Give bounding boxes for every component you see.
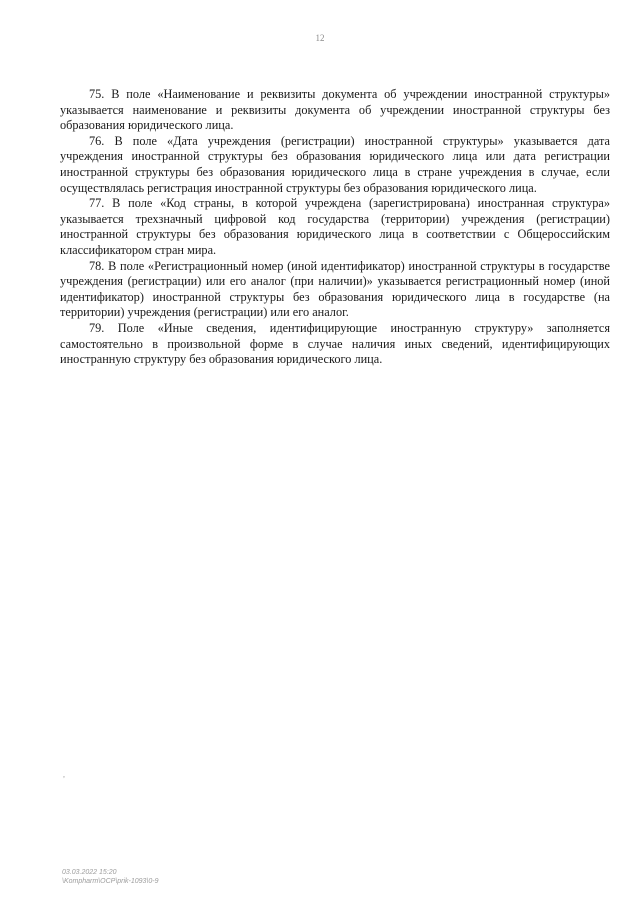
paragraph-76: 76. В поле «Дата учреждения (регистрации) иностранной структуры» указывается дата учреждения иностранной структуры без образования юридического лица или дата регистрации иностранной структуры без образования юридического лица в стране учреждения в случае, если осуществлялась регистрация иностранной структуры без образования юридического лица. xyxy=(60,133,610,195)
paragraph-77: 77. В поле «Код страны, в которой учреждена (зарегистрирована) иностранная структура» указывается трехзначный цифровой код государства (территории) учреждения (регистрации) иностранной структуры без образования юридического лица в соответствии с Общероссийским классификатором стран мира. xyxy=(60,196,610,257)
paragraph-79: 79. Поле «Иные сведения, идентифицирующие иностранную структуру» заполняется самостоятельно в произвольной форме в случае наличия иных сведений, идентифицирующих иностранную структуру без образования юридического лица. xyxy=(60,320,610,367)
page-number: 12 xyxy=(315,33,325,43)
footer-file-path: \Kompharm\ОСР\prik-1093\0-9 xyxy=(62,878,159,885)
footer-timestamp: 03.03.2022 15:20 xyxy=(62,869,117,876)
paragraph-78: 78. В поле «Регистрационный номер (иной идентификатор) иностранной структуры в государстве учреждения (регистрации) или его аналог (при наличии)» указывается регистрационный номер (иной идентификатор) иностранной структуры без образования юридического лица в государстве (на территории) учреждения (регистрации) или его аналог. xyxy=(60,258,610,320)
document-body xyxy=(60,87,610,368)
footer xyxy=(62,868,158,886)
paragraph-75: 75. В поле «Наименование и реквизиты документа об учреждении иностранной структуры» указывается наименование и реквизиты документа об учреждении иностранной структуры без образования юридического лица. xyxy=(60,87,610,133)
margin-mark: , xyxy=(63,770,65,779)
